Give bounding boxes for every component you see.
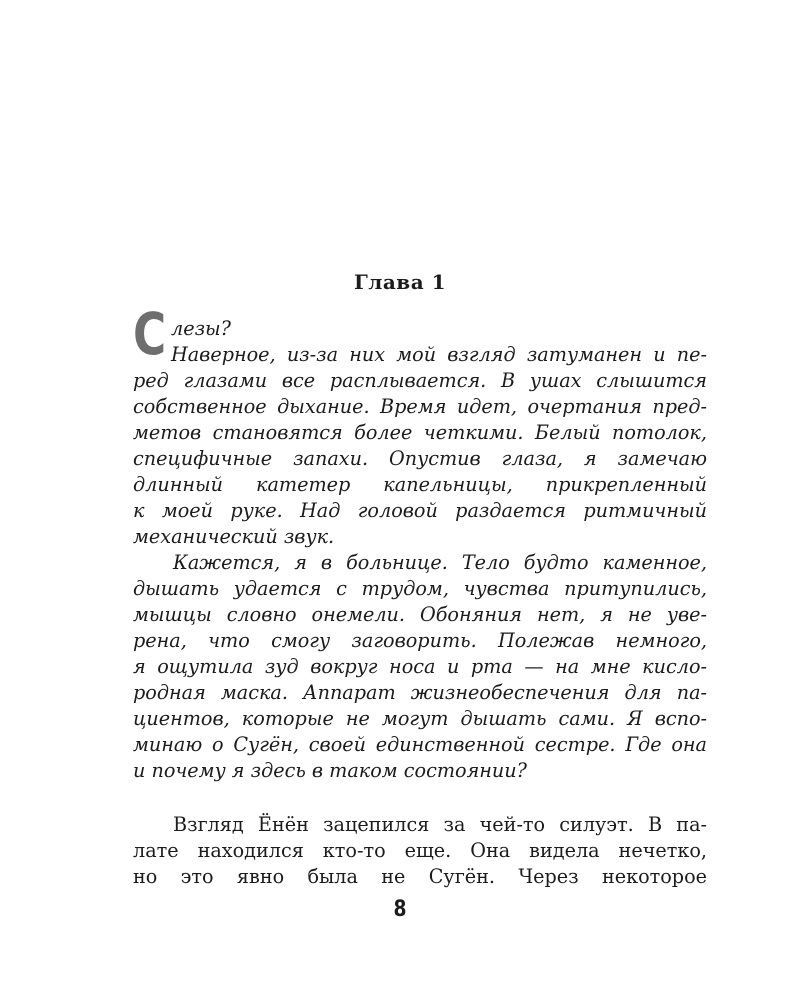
text-line: циентов, которые не могут дышать сами. Я вспо- (133, 707, 707, 730)
drop-cap-letter: С (133, 300, 167, 368)
text-line: и почему я здесь в таком состоянии? (133, 759, 527, 782)
text-line: Взгляд Ёнён зацепился за чей-то силуэт. В па- (173, 813, 707, 836)
text-line: ред глазами все расплывается. В ушах слышится (133, 369, 707, 392)
text-line: Кажется, я в больнице. Тело будто каменное, (173, 551, 707, 574)
chapter-title: Глава 1 (353, 270, 447, 294)
text-line: метов становятся более четкими. Белый потолок, (133, 421, 707, 444)
text-line: рена, что смогу заговорить. Полежав немного, (133, 629, 707, 652)
text-line: минаю о Сугён, своей единственной сестре. Где она (133, 733, 707, 756)
text-line: к моей руке. Над головой раздается ритмичный (133, 499, 707, 522)
text-line: Наверное, из-за них мой взгляд затуманен и пе- (171, 343, 707, 366)
text-line: специфичные запахи. Опустив глаза, я замечаю (133, 447, 707, 470)
text-line: мышцы словно онемели. Обоняния нет, я не уве- (133, 603, 707, 626)
text-line: но это явно была не Сугён. Через некоторое (133, 865, 707, 888)
text-line: дышать удается с трудом, чувства притупились, (133, 577, 707, 600)
page-number: 8 (393, 897, 407, 922)
text-line: родная маска. Аппарат жизнеобеспечения для па- (133, 681, 707, 704)
text-line: я ощутила зуд вокруг носа и рта — на мне кисло- (133, 655, 707, 678)
text-line: лезы? (171, 317, 231, 340)
text-line: механический звук. (133, 525, 335, 548)
text-line: длинный катетер капельницы, прикрепленный (133, 473, 707, 496)
text-line: лате находился кто-то еще. Она видела нечетко, (133, 839, 707, 862)
text-line: собственное дыхание. Время идет, очертания пред- (133, 395, 707, 418)
